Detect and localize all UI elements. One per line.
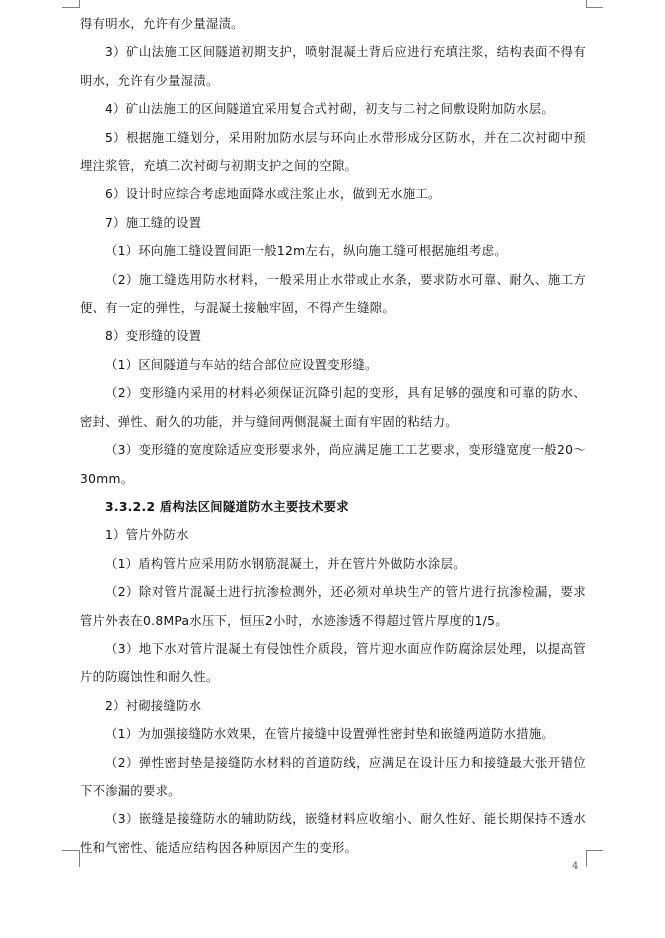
page-number: 4 (572, 861, 579, 872)
crop-mark-bottom-right (586, 850, 603, 851)
section-heading: 3.3.2.2 盾构法区间隧道防水主要技术要求 (105, 499, 349, 514)
paragraph: 1）管片外防水 (105, 528, 189, 543)
paragraph: 8）变形缝的设置 (105, 329, 202, 344)
crop-mark-top-right (586, 7, 603, 8)
paragraph: （1）为加强接缝防水效果，在管片接缝中设置弹性密封垫和嵌缝两道防水措施。 (105, 727, 555, 742)
paragraph: 4）矿山法施工的区间隧道宜采用复合式衬砌，初支与二衬之间敷设附加防水层。 (105, 102, 555, 117)
crop-mark-bottom-left (62, 850, 79, 851)
paragraph: 7）施工缝的设置 (105, 215, 202, 230)
paragraph: （2）变形缝内采用的材料必须保证沉降引起的变形，具有足够的强度和可靠的防水、密封、弹性、耐久的功能，并与缝间两侧混凝土面有牢固的粘结力。 (80, 386, 586, 429)
paragraph: 3）矿山法施工区间隧道初期支护，喷射混凝土背后应进行充填注浆，结构表面不得有明水，允许有少量湿渍。 (80, 45, 586, 88)
crop-mark-top-left (62, 7, 79, 8)
paragraph: （3）嵌缝是接缝防水的辅助防线，嵌缝材料应收缩小、耐久性好、能长期保持不透水性和气密性、能适应结构因各种原因产生的变形。 (80, 812, 586, 855)
paragraph: （1）环向施工缝设置间距一般12m左右，纵向施工缝可根据施组考虑。 (105, 244, 507, 259)
document-body (80, 10, 586, 862)
paragraph: （1）盾构管片应采用防水钢筋混凝土，并在管片外做防水涂层。 (105, 556, 466, 571)
crop-mark-top-right (586, 0, 587, 8)
paragraph: （3）变形缝的宽度除适应变形要求外，尚应满足施工工艺要求，变形缝宽度一般20～30mm。 (80, 443, 586, 486)
paragraph: （3）地下水对管片混凝土有侵蚀性介质段，管片迎水面应作防腐涂层处理，以提高管片的防腐蚀性和耐久性。 (80, 641, 586, 685)
paragraph: （2）弹性密封垫是接缝防水材料的首道防线，应满足在设计压力和接缝最大张开错位下不渗漏的要求。 (80, 755, 586, 798)
paragraph: （2）施工缝选用防水材料，一般采用止水带或止水条，要求防水可靠、耐久、施工方便、有一定的弹性，与混凝土接触牢固，不得产生缝隙。 (80, 272, 586, 316)
paragraph: （2）除对管片混凝土进行抗渗检测外，还必须对单块生产的管片进行抗渗检漏，要求管片外表在0.8MPa水压下，恒压2小时，水迹渗透不得超过管片厚度的1/5。 (80, 585, 586, 628)
crop-mark-top-left (79, 0, 80, 8)
paragraph: 得有明水，允许有少量湿渍。 (80, 17, 244, 31)
paragraph: （1）区间隧道与车站的结合部位应设置变形缝。 (105, 357, 378, 372)
crop-mark-bottom-right (586, 850, 587, 867)
paragraph: 6）设计时应综合考虑地面降水或注浆止水，做到无水施工。 (105, 187, 441, 202)
paragraph: 5）根据施工缝划分，采用附加防水层与环向止水带形成分区防水，并在二次衬砌中预埋注浆管，充填二次衬砌与初期支护之间的空隙。 (80, 130, 586, 174)
paragraph: 2）衬砌接缝防水 (105, 698, 202, 713)
